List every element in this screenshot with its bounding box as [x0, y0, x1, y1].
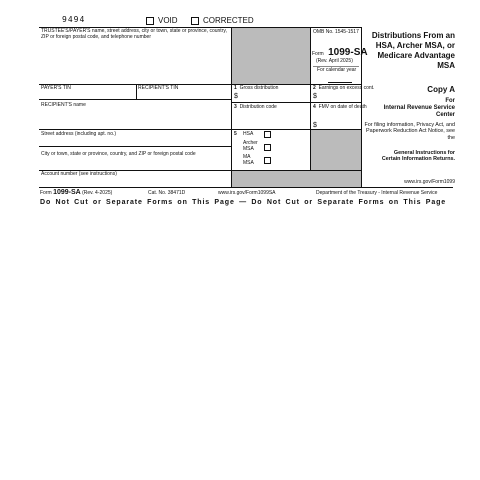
box2-dollar: $: [313, 93, 317, 100]
box2-text: Earnings on excess cont.: [318, 85, 375, 91]
copy-label: Copy A: [427, 85, 455, 94]
shaded-area-bottom: [232, 171, 361, 187]
box4-dollar: $: [313, 122, 317, 129]
box4-label: [313, 105, 367, 111]
form-number: 1099-SA: [328, 47, 368, 58]
box1-text: Gross distribution: [239, 85, 279, 91]
footer-form-prefix: Form: [40, 190, 52, 196]
archer-msa-checkbox[interactable]: [264, 144, 271, 151]
hsa-label: HSA: [243, 131, 254, 137]
box3-number: 3: [234, 104, 237, 110]
city-label: City or town, state or province, country, and ZIP or foreign postal code: [41, 151, 196, 157]
footer-department: Department of the Treasury - Internal Revenue Service: [316, 190, 438, 196]
box1-number: 1: [234, 85, 237, 91]
hsa-checkbox[interactable]: [264, 131, 271, 138]
irs-url[interactable]: www.irs.gov/Form1099: [404, 179, 455, 185]
footer-revision: (Rev. 4-2025): [82, 190, 113, 196]
row-line-2: [39, 99, 231, 100]
box1-dollar: $: [234, 93, 238, 100]
shaded-area-right: [311, 130, 361, 170]
omb-number: OMB No. 1545-1517: [313, 29, 359, 35]
footer-form-id: [40, 189, 112, 196]
right-panel-bottom: [361, 187, 453, 188]
shaded-area-top: [232, 28, 310, 84]
trustee-info-label: TRUSTEE'S/PAYER'S name, street address, city or town, state or province, country, ZIP or foreign postal code, and telephone number: [41, 28, 227, 40]
corrected-label: CORRECTED: [203, 16, 254, 25]
ma-msa-checkbox[interactable]: [264, 157, 271, 164]
row-line-city: [39, 146, 231, 147]
row-line-5: [39, 187, 361, 188]
form-title: Distributions From an HSA, Archer MSA, or Medicare Advantage MSA: [371, 31, 455, 70]
form-prefix: Form: [312, 51, 324, 57]
recipient-tin-label: RECIPIENT'S TIN: [138, 85, 179, 91]
row-line-2b: [231, 102, 361, 103]
revision-date: (Rev. April 2025): [316, 58, 353, 64]
box3-text: Distribution code: [239, 104, 277, 110]
box3-label: [234, 105, 277, 111]
filing-info-text: For filing information, Privacy Act, and Paperwork Reduction Act Notice, see the: [364, 122, 455, 141]
copy-for: For: [445, 98, 455, 104]
form-code: 9494: [62, 15, 86, 24]
box4-number: 4: [313, 104, 316, 110]
do-not-cut-notice: Do Not Cut or Separate Forms on This Page — Do Not Cut or Separate Forms on This Page: [40, 199, 447, 206]
footer-form-number: 1099-SA: [53, 189, 81, 196]
archer-msa-label: Archer MSA: [243, 140, 258, 152]
void-checkbox[interactable]: [146, 17, 154, 25]
payer-tin-label: PAYER'S TIN: [41, 85, 71, 91]
box2-number: 2: [313, 85, 316, 91]
col-line-a: [136, 84, 137, 99]
general-instructions: General Instructions for Certain Information Returns.: [381, 150, 455, 163]
footer-url[interactable]: www.irs.gov/Form1099SA: [218, 190, 276, 196]
recipient-name-label: RECIPIENT'S name: [41, 102, 86, 108]
box5-number: 5: [234, 131, 237, 137]
account-number-label: Account number (see instructions): [41, 171, 117, 177]
corrected-checkbox[interactable]: [191, 17, 199, 25]
footer-cat-no: Cat. No. 38471D: [148, 190, 186, 196]
calendar-year-underline: [328, 82, 352, 83]
box4-text: FMV on date of death: [318, 104, 367, 110]
calendar-year-label: For calendar year: [317, 67, 357, 73]
irs-service-center: Internal Revenue Service Center: [383, 105, 455, 118]
ma-msa-label: MA MSA: [243, 154, 254, 166]
box1-label: [234, 86, 278, 92]
street-address-label: Street address (including apt. no.): [41, 131, 117, 137]
void-label: VOID: [158, 16, 178, 25]
